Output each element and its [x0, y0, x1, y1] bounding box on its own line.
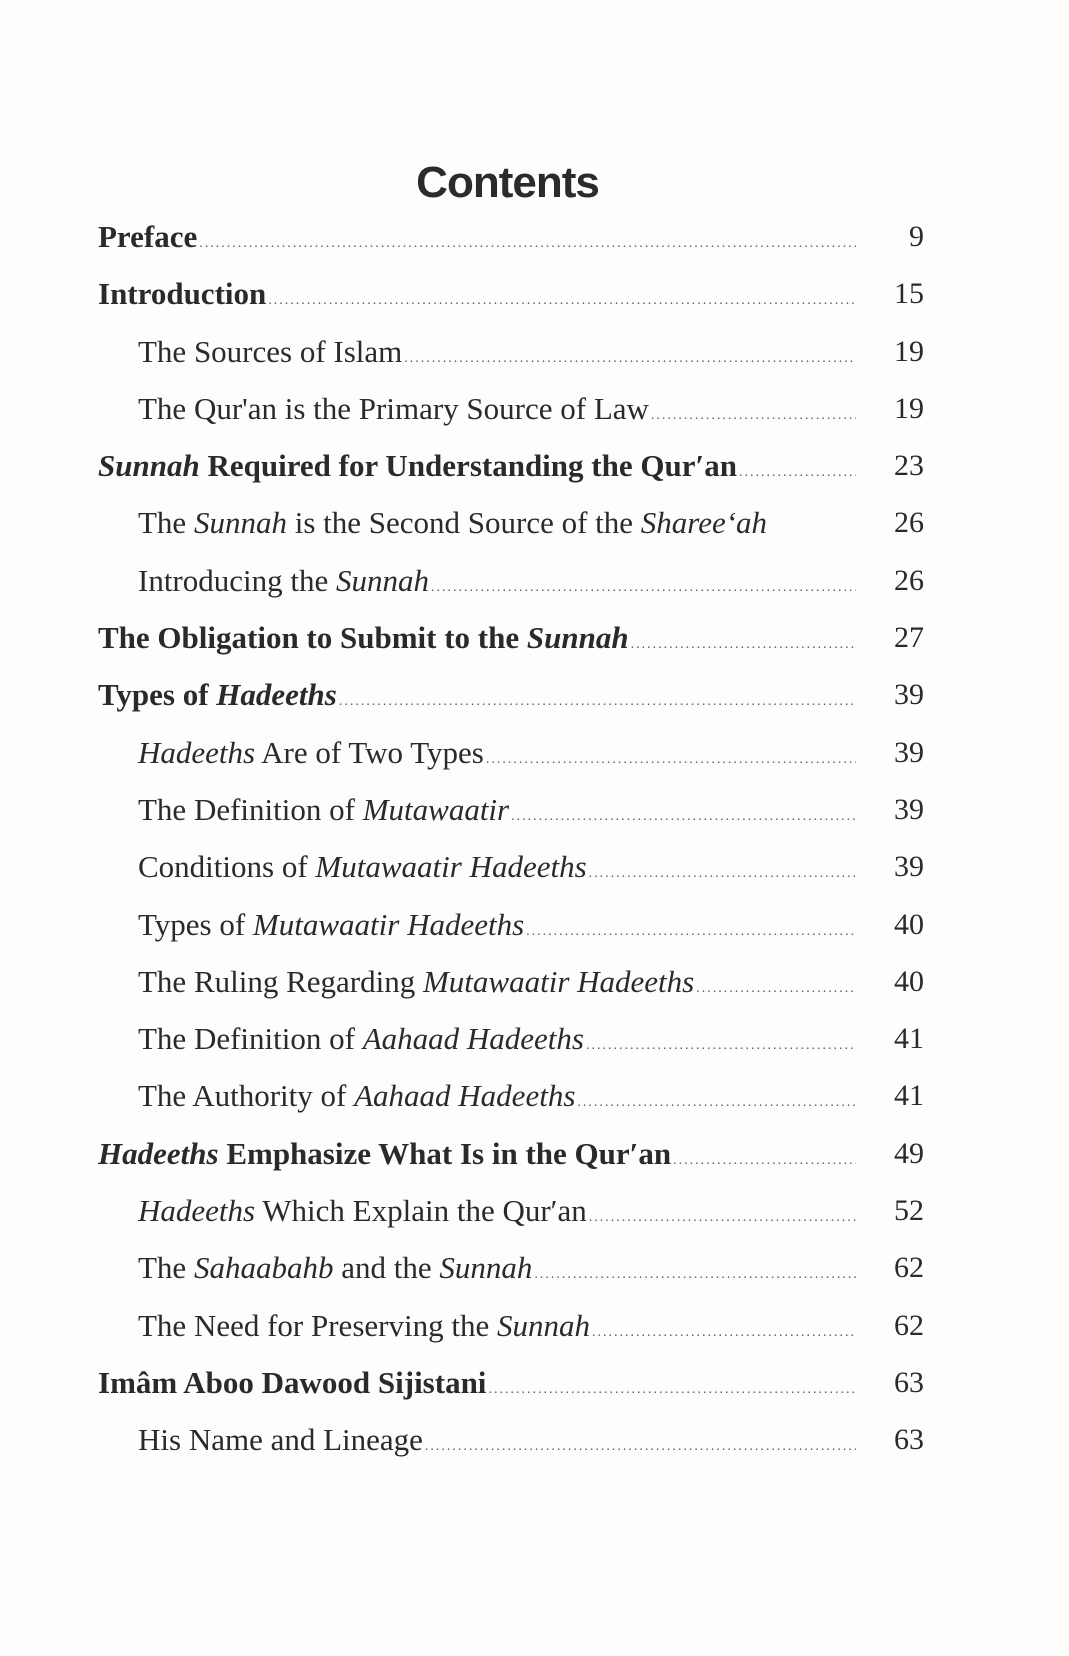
- toc-entry-title: [98, 451, 737, 484]
- dot-leader: [199, 229, 856, 259]
- italic-term: Mutawaatir Hadeeths: [252, 909, 525, 942]
- italic-term: Hadeeths: [138, 1196, 256, 1229]
- toc-entry-leader: [98, 508, 856, 538]
- page-number: 39: [894, 850, 924, 884]
- title-text: Are of Two Types: [255, 737, 484, 770]
- page-number: 19: [894, 391, 924, 425]
- dot-leader: [534, 1260, 856, 1290]
- title-text: The Sources of Islam: [138, 336, 403, 369]
- dot-leader: [431, 573, 856, 603]
- title-text: is the Second Source of the: [286, 508, 641, 539]
- page-number: 62: [894, 1308, 924, 1342]
- toc-entry-title: [138, 508, 767, 538]
- toc-section-entry: [98, 334, 924, 394]
- toc-entry-leader: [98, 279, 856, 316]
- toc-section-entry: [98, 563, 924, 623]
- toc-entry-title: [138, 967, 694, 997]
- page-number: 63: [894, 1365, 924, 1399]
- toc-entry-title: [98, 1368, 486, 1398]
- toc-entry-leader: [98, 1196, 856, 1233]
- dot-leader: [339, 687, 856, 717]
- dot-leader: [404, 344, 856, 374]
- toc-entry-title: [138, 1024, 584, 1057]
- toc-chapter-entry: [98, 623, 924, 680]
- title-text: The Definition of: [138, 1024, 363, 1057]
- toc-entry-title: [138, 738, 484, 768]
- dot-leader: [696, 974, 856, 1004]
- toc-entry-title: [98, 623, 629, 656]
- page-number: 39: [894, 678, 924, 712]
- italic-term: Sunnah: [98, 451, 200, 484]
- toc-entry-leader: [98, 222, 856, 259]
- italic-term: Aahaad Hadeeths: [362, 1024, 584, 1057]
- toc-section-entry: [98, 1308, 924, 1368]
- toc-chapter-entry: [98, 680, 924, 737]
- toc-chapter-entry: [98, 222, 924, 279]
- toc-entry-leader: [98, 1368, 856, 1405]
- toc-entry-title: [138, 1311, 590, 1341]
- dot-leader: [651, 401, 856, 431]
- italic-term: Sahaabahb: [193, 1253, 334, 1286]
- title-text: Imâm Aboo Dawood Sijistani: [98, 1367, 487, 1400]
- italic-term: Sunnah: [336, 565, 430, 598]
- italic-term: Aahaad Hadeeths: [354, 1081, 576, 1114]
- toc-entry-leader: [98, 394, 856, 431]
- toc-entry-title: [138, 337, 402, 367]
- table-of-contents: [98, 222, 924, 1483]
- toc-entry-leader: [98, 967, 856, 1004]
- toc-entry-title: [138, 394, 649, 424]
- dot-leader: [526, 917, 856, 947]
- italic-term: Hadeeths: [138, 737, 256, 770]
- toc-entry-title: [138, 1081, 576, 1114]
- italic-term: Mutawaatir: [362, 794, 510, 827]
- page-number: 62: [894, 1251, 924, 1285]
- italic-term: Hadeeths: [98, 1138, 219, 1171]
- title-text: Emphasize What Is in the Qur′an: [218, 1138, 672, 1171]
- title-text: Types of: [98, 680, 217, 713]
- page-number: 9: [909, 220, 924, 253]
- title-text: The: [138, 1253, 194, 1286]
- page-number: 39: [894, 792, 924, 826]
- title-text: The Ruling Regarding: [138, 966, 423, 999]
- italic-term: Mutawaatir Hadeeths: [422, 966, 695, 999]
- toc-section-entry: [98, 907, 924, 967]
- toc-section-entry: [98, 1253, 924, 1310]
- toc-entry-leader: [98, 623, 856, 660]
- toc-entry-leader: [98, 1024, 856, 1061]
- toc-entry-leader: [98, 910, 856, 947]
- dot-leader: [488, 1375, 856, 1405]
- italic-term: Sunnah: [439, 1253, 533, 1286]
- page-number: 23: [894, 449, 924, 483]
- page-number: 52: [894, 1194, 924, 1228]
- toc-chapter-entry: [98, 1365, 924, 1425]
- title-text: The: [138, 508, 194, 539]
- toc-entry-title: [98, 1139, 671, 1169]
- toc-entry-title: [138, 1196, 587, 1229]
- page-number: 41: [894, 1022, 924, 1056]
- title-text: The Qur'an is the Primary Source of Law: [138, 393, 649, 426]
- dot-leader: [577, 1088, 856, 1118]
- toc-entry-leader: [98, 1081, 856, 1118]
- toc-section-entry: [98, 852, 924, 909]
- dot-leader: [592, 1318, 856, 1348]
- toc-section-entry: [98, 1196, 924, 1253]
- dot-leader: [589, 859, 856, 889]
- toc-entry-title: [138, 566, 429, 596]
- toc-section-entry: [98, 792, 924, 852]
- dot-leader: [425, 1432, 856, 1462]
- toc-entry-title: [138, 1425, 423, 1458]
- dot-leader: [589, 1203, 856, 1233]
- title-text: Preface: [98, 222, 198, 254]
- toc-entry-title: [98, 279, 267, 312]
- dot-leader: [486, 745, 856, 775]
- toc-entry-leader: [98, 566, 856, 603]
- title-text: The Need for Preserving the: [138, 1310, 497, 1343]
- toc-entry-title: [138, 852, 587, 885]
- toc-entry-title: [98, 680, 337, 713]
- toc-entry-leader: [98, 1311, 856, 1348]
- toc-entry-leader: [98, 451, 856, 488]
- toc-entry-leader: [98, 680, 856, 717]
- title-text: Introducing the: [138, 565, 337, 598]
- page-number: 41: [894, 1079, 924, 1113]
- toc-entry-title: [138, 910, 524, 940]
- page-number: 40: [894, 964, 924, 998]
- title-text: The Authority of: [138, 1081, 355, 1114]
- page-number: 39: [894, 735, 924, 769]
- toc-chapter-entry: [98, 279, 924, 336]
- toc-entry-title: [98, 222, 197, 252]
- dot-leader: [631, 630, 856, 660]
- toc-entry-title: [138, 1253, 533, 1286]
- page-number: 40: [894, 907, 924, 941]
- dot-leader: [673, 1146, 856, 1176]
- toc-entry-title: [138, 795, 509, 825]
- toc-section-entry: [98, 1425, 924, 1482]
- italic-term: Sunnah: [193, 508, 287, 539]
- title-text: The Definition of: [138, 794, 363, 827]
- title-text: and the: [333, 1253, 440, 1286]
- title-text: His Name and Lineage: [138, 1425, 423, 1458]
- toc-entry-leader: [98, 1253, 856, 1290]
- page-number: 27: [894, 621, 924, 655]
- page-number: 26: [894, 506, 924, 540]
- title-text: Required for Understanding the Qur′an: [199, 451, 737, 484]
- page-number: 63: [894, 1423, 924, 1457]
- dot-leader: [268, 286, 856, 316]
- title-text: Introduction: [98, 279, 267, 312]
- toc-section-entry: [98, 1081, 924, 1138]
- title-text: Which Explain the Qur′an: [255, 1196, 587, 1229]
- dot-leader: [586, 1031, 856, 1061]
- toc-section-entry: [98, 391, 924, 451]
- title-text: Types of: [138, 909, 253, 942]
- toc-entry-leader: [98, 795, 856, 832]
- italic-term: Sharee‘ah: [640, 508, 768, 539]
- page-number: 26: [894, 563, 924, 597]
- dot-leader: [739, 458, 856, 488]
- toc-section-entry: [98, 508, 924, 565]
- page-number: 49: [894, 1136, 924, 1170]
- page-number: 15: [894, 277, 924, 311]
- toc-entry-leader: [98, 1139, 856, 1176]
- dot-leader: [511, 802, 856, 832]
- toc-entry-leader: [98, 337, 856, 374]
- italic-term: Sunnah: [496, 1310, 590, 1343]
- italic-term: Mutawaatir Hadeeths: [315, 852, 587, 885]
- toc-entry-leader: [98, 738, 856, 775]
- italic-term: Sunnah: [526, 623, 629, 656]
- toc-section-entry: [98, 1024, 924, 1081]
- toc-entry-leader: [98, 852, 856, 889]
- page-number: 19: [894, 334, 924, 368]
- toc-chapter-entry: [98, 451, 924, 508]
- toc-chapter-entry: [98, 1136, 924, 1196]
- italic-term: Hadeeths: [216, 680, 337, 713]
- title-text: Conditions of: [138, 852, 316, 885]
- page-title: Contents: [416, 158, 599, 207]
- toc-entry-leader: [98, 1425, 856, 1462]
- toc-section-entry: [98, 964, 924, 1024]
- title-text: The Obligation to Submit to the: [98, 623, 527, 656]
- toc-section-entry: [98, 735, 924, 795]
